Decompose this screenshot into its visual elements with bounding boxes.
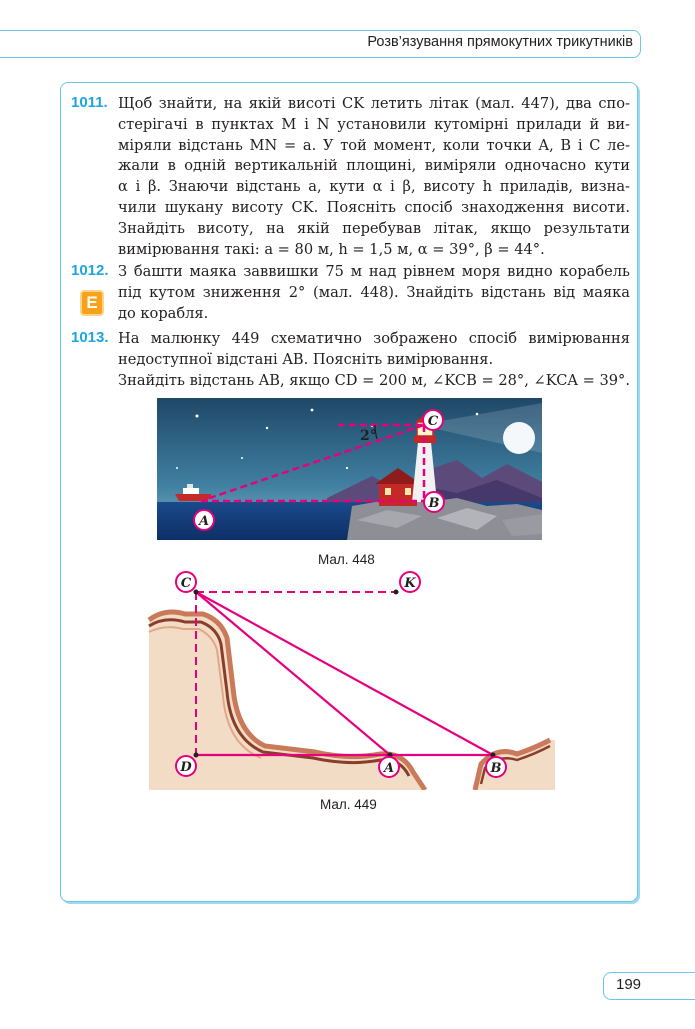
text-line: жали в одній вертикальній площині, виміряли одночасно кути: [118, 157, 630, 175]
text-line: З башти маяка заввишки 75 м над рівнем моря видно корабель: [118, 263, 630, 280]
svg-text:D: D: [180, 760, 192, 775]
point-d-label: [176, 756, 196, 776]
angle-label: 2°: [360, 428, 377, 444]
page-number: 199: [616, 976, 642, 993]
text-line: На малюнку 449 схематично зображено спосіб вимірювання: [118, 330, 630, 347]
point-a-label: [379, 757, 399, 777]
problem-number-1012: 1012.: [71, 262, 109, 279]
point-c-label: [423, 410, 443, 430]
point-b-label: [486, 757, 506, 777]
svg-text:C: C: [180, 576, 192, 591]
problem-1011-text: [118, 94, 630, 260]
figure-448-lighthouse: [157, 398, 542, 540]
text-line: Щоб знайти, на якій висоті CK летить літак (мал. 447), два спо-: [118, 95, 630, 112]
svg-text:C: C: [427, 414, 439, 429]
svg-text:B: B: [490, 761, 502, 776]
figure-448-caption: Мал. 448: [318, 552, 375, 567]
text-line: вимірювання такі: a = 80 м, h = 1,5 м, α = 39°, β = 44°.: [118, 240, 545, 258]
svg-text:A: A: [198, 514, 210, 529]
figure-449-diagram: [145, 568, 555, 790]
point-b-label: [424, 492, 444, 512]
problem-number-1013: 1013.: [71, 329, 109, 346]
svg-text:B: B: [428, 496, 440, 511]
e-badge-icon: E: [80, 290, 104, 316]
page-header-title: Розв’язування прямокутних трикутників: [367, 34, 633, 50]
text-line: стерігачі в пунктах M і N установили кутомірні прилади й ви-: [118, 115, 630, 133]
problem-1012-text: [118, 262, 630, 324]
text-line: недоступної відстані AB. Поясніть вимірювання.: [118, 350, 494, 368]
point-k-label: [400, 572, 420, 592]
text-line: Знайдіть висоту, на якій перебував літак, якщо результати: [118, 219, 630, 237]
text-line: α і β. Знаючи відстань a, кути α і β, висоту h приладів, визна-: [118, 178, 630, 196]
svg-text:K: K: [404, 576, 416, 591]
svg-text:A: A: [383, 761, 395, 776]
point-a-label: [194, 510, 214, 530]
figure-449-caption: Мал. 449: [320, 797, 377, 812]
problem-number-1011: 1011.: [71, 94, 108, 111]
point-c-label: [176, 572, 196, 592]
problem-1013-text: [118, 329, 630, 391]
text-line: міряли відстань MN = a. У той момент, коли точки A, B і C ле-: [118, 136, 630, 154]
text-line: під кутом зниження 2° (мал. 448). Знайдіть відстань від маяка: [118, 283, 630, 301]
text-line: до корабля.: [118, 304, 209, 322]
text-line: Знайдіть відстань AB, якщо CD = 200 м, ∠KCB = 28°, ∠KCA = 39°.: [118, 371, 630, 389]
text-line: чили шукану висоту CK. Поясніть спосіб знаходження висоти.: [118, 198, 630, 216]
